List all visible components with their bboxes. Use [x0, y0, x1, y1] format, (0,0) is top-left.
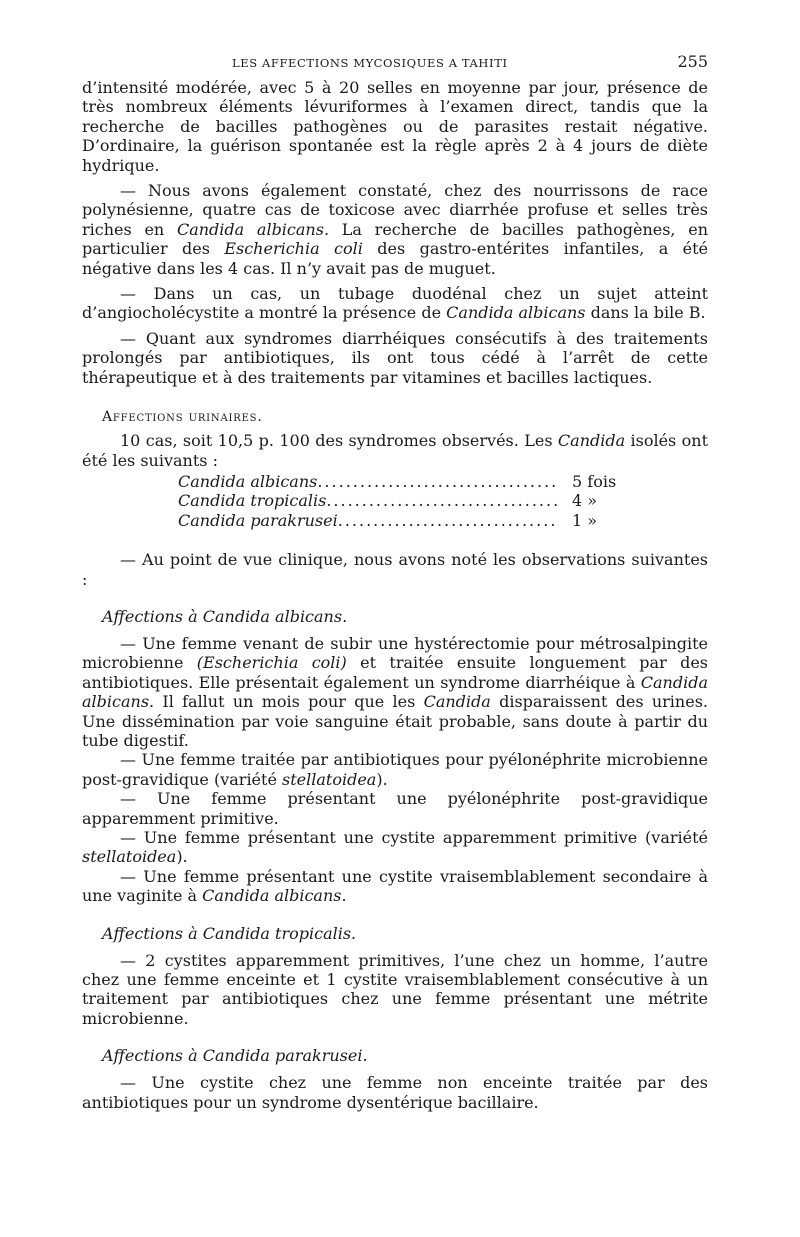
list-item — [178, 472, 628, 491]
page-number: 255 — [677, 52, 708, 71]
paragraph: — Une femme présentant une cystite apparemment primitive (variété stellatoidea). — [82, 828, 708, 867]
list-item — [178, 511, 628, 530]
page-header — [82, 52, 708, 78]
species-list — [178, 472, 628, 530]
species-count: 4 » — [572, 491, 598, 511]
paragraph: — Quant aux syndromes diarrhéiques consécutifs à des traitements prolongés par antibiotiques, ils ont tous cédé à l’arrêt de cette thérapeutique et à des traitements par vitamines et bacilles lactiques. — [82, 328, 708, 387]
paragraph: — Dans un cas, un tubage duodénal chez un sujet atteint d’angiocholécystite a montré la présence de Candida albicans dans la bile B. — [82, 284, 708, 323]
page — [82, 52, 708, 1112]
species-name: Candida albicans — [178, 471, 318, 491]
leader-dots — [326, 491, 558, 510]
subsection-heading: Affections à Candida tropicalis. — [102, 923, 357, 943]
species-name: Candida tropicalis — [178, 491, 327, 511]
leader-dots — [338, 511, 558, 530]
paragraph: — 2 cystites apparemment primitives, l’une chez un homme, l’autre chez une femme enceinte et 1 cystite vraisemblablement consécutive à un traitement par antibiotiques chez une femme présentant une métrite microbienne. — [82, 950, 708, 1028]
subsection-heading: Affections à Candida parakrusei. — [102, 1046, 368, 1066]
paragraph: d’intensité modérée, avec 5 à 20 selles en moyenne par jour, présence de très nombreux éléments lévuriformes à l’examen direct, tandis que la recherche de bacilles pathogènes ou de parasites restait négative. D’ordinaire, la guérison spontanée est la règle après 2 à 4 jours de diète hydrique. — [82, 78, 708, 175]
running-title: LES AFFECTIONS MYCOSIQUES A TAHITI — [232, 56, 508, 70]
species-count: 5 fois — [572, 471, 617, 491]
section-heading: Affections urinaires. — [102, 409, 263, 426]
paragraph: — Au point de vue clinique, nous avons noté les observations suivantes : — [82, 550, 708, 589]
paragraph: — Une femme présentant une pyélonéphrite post-gravidique apparemment primitive. — [82, 789, 708, 828]
paragraph: — Une femme traitée par antibiotiques pour pyélonéphrite microbienne post-gravidique (variété stellatoidea). — [82, 750, 708, 789]
leader-dots — [317, 472, 558, 491]
list-item — [178, 491, 628, 510]
paragraph: — Une cystite chez une femme non enceinte traitée par des antibiotiques pour un syndrome dysentérique bacillaire. — [82, 1073, 708, 1112]
paragraph: — Une femme présentant une cystite vraisemblablement secondaire à une vaginite à Candida albicans. — [82, 866, 708, 906]
species-count: 1 » — [572, 510, 598, 530]
paragraph: 10 cas, soit 10,5 p. 100 des syndromes observés. Les Candida isolés ont été les suivants : — [82, 431, 709, 470]
subsection-heading: Affections à Candida albicans. — [102, 606, 348, 626]
paragraph: — Une femme venant de subir une hystérectomie pour métrosalpingite microbienne (Escherichia coli) et traitée ensuite longuement par des antibiotiques. Elle présentait également un syndrome diarrhéique à Candida albicans. Il fallut un mois pour que les Candida disparaissent des urines. Une dissémination par voie sanguine était probable, sans doute à partir du tube digestif. — [82, 633, 708, 750]
species-name: Candida parakrusei — [178, 510, 338, 530]
paragraph: — Nous avons également constaté, chez des nourrissons de race polynésienne, quatre cas de toxicose avec diarrhée profuse et selles très riches en Candida albicans. La recherche de bacilles pathogènes, en particulier des Escherichia coli des gastro-entérites infantiles, a été négative dans les 4 cas. Il n’y avait pas de muguet. — [82, 181, 709, 278]
